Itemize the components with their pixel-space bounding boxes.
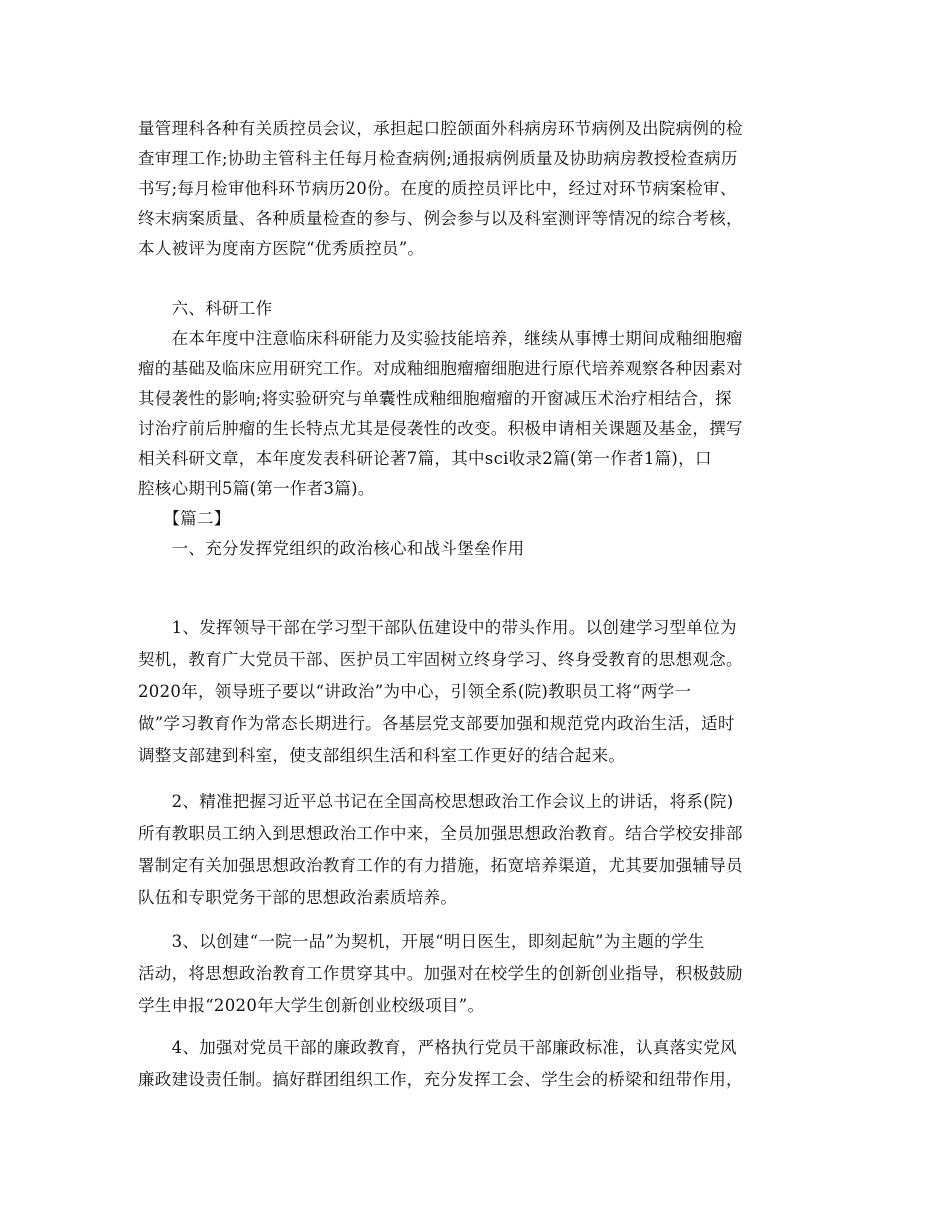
text-line: 4、加强对党员干部的廉政教育，严格执行党员干部廉政标准，认真落实党风	[138, 1038, 737, 1057]
part-heading: 【篇二】	[138, 509, 231, 528]
text-line: 瘤的基础及临床应用研究工作。对成釉细胞瘤瘤细胞进行原代培养观察各种因素对	[138, 359, 743, 378]
text-line: 查审理工作;协助主管科主任每月检查病例;通报病例质量及协助病房教授检查病历	[138, 149, 738, 168]
text-line: 相关科研文章，本年度发表科研论著7篇，其中sci收录2篇(第一作者1篇)，口	[138, 449, 712, 468]
paragraph-item-3	[138, 926, 828, 1022]
text-line: 终末病案质量、各种质量检查的参与、例会参与以及科室测评等情况的综合考核，	[138, 209, 743, 228]
section-heading: 六、科研工作	[138, 299, 273, 318]
text-line: 腔核心期刊5篇(第一作者3篇)。	[138, 479, 375, 498]
text-line: 队伍和专职党务干部的思想政治素质培养。	[138, 888, 458, 907]
paragraph-item-2	[138, 786, 828, 914]
paragraph-item-4	[138, 1032, 828, 1096]
section-heading: 一、充分发挥党组织的政治核心和战斗堡垒作用	[138, 539, 525, 558]
section-research	[138, 294, 828, 564]
text-line: 在本年度中注意临床科研能力及实验技能培养，继续从事博士期间成釉细胞瘤	[138, 329, 743, 348]
paragraph-item-1	[138, 612, 828, 772]
text-line: 学生申报“2020年大学生创新创业校级项目”。	[138, 996, 485, 1015]
text-line: 其侵袭性的影响;将实验研究与单囊性成釉细胞瘤瘤的开窗减压术治疗相结合，探	[138, 389, 732, 408]
text-line: 1、发挥领导干部在学习型干部队伍建设中的带头作用。以创建学习型单位为	[138, 618, 737, 637]
text-line: 量管理科各种有关质控员会议，承担起口腔颌面外科病房环节病例及出院病例的检	[138, 119, 743, 138]
text-line: 署制定有关加强思想政治教育工作的有力措施，拓宽培养渠道，尤其要加强辅导员	[138, 856, 743, 875]
text-line: 3、以创建“一院一品”为契机，开展“明日医生，即刻起航”为主题的学生	[138, 932, 705, 951]
text-line: 书写;每月检审他科环节病历20份。在度的质控员评比中，经过对环节病案检审、	[138, 179, 737, 198]
text-line: 做”学习教育作为常态长期进行。各基层党支部要加强和规范党内政治生活，适时	[138, 714, 735, 733]
text-line: 讨治疗前后肿瘤的生长特点尤其是侵袭性的改变。积极申请相关课题及基金，撰写	[138, 419, 743, 438]
text-line: 调整支部建到科室，使支部组织生活和科室工作更好的结合起来。	[138, 746, 626, 765]
text-line: 2、精准把握习近平总书记在全国高校思想政治工作会议上的讲话，将系(院)	[138, 792, 734, 811]
text-line: 所有教职员工纳入到思想政治工作中来，全员加强思想政治教育。结合学校安排部	[138, 824, 743, 843]
text-line: 本人被评为度南方医院“优秀质控员”。	[138, 239, 425, 258]
text-line: 2020年，领导班子要以“讲政治”为中心，引领全系(院)教职员工将“两学一	[138, 682, 692, 701]
text-line: 廉政建设责任制。搞好群团组织工作，充分发挥工会、学生会的桥梁和纽带作用，	[138, 1070, 743, 1089]
paragraph-quality-control	[138, 114, 828, 264]
text-line: 活动，将思想政治教育工作贯穿其中。加强对在校学生的创新创业指导，积极鼓励	[138, 964, 743, 983]
text-line: 契机，教育广大党员干部、医护员工牢固树立终身学习、终身受教育的思想观念。	[138, 650, 743, 669]
